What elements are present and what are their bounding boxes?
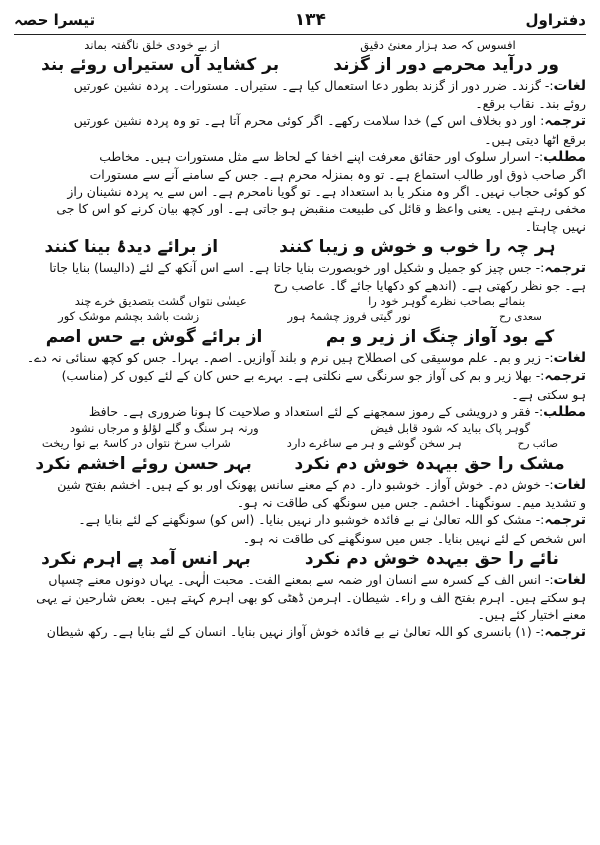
- verse-couplet: [14, 452, 586, 476]
- poet-name: صائب رح: [517, 438, 559, 451]
- line-text: روئے بند۔ نقاب برقع۔: [475, 96, 586, 112]
- text-line: [14, 476, 586, 494]
- verse-hemistich: ہر سخن گوشے و ہر مے ساغرے دارد: [286, 436, 462, 451]
- verse-small: [14, 38, 586, 53]
- header-book-title: دفتراول: [525, 11, 586, 29]
- line-text: :- فقر و درویشی کے رموز سمجھنے کے لئے استعداد و صلاحیت کا ہونا ضروری ہے۔ حافظ: [88, 403, 544, 419]
- line-text: :- انس الف کے کسرہ سے انسان اور ضمہ سے بمعنے الفت۔ محبت الٰہی۔ یہاں دونوں معنے چسپاں: [48, 571, 554, 587]
- text-line: [14, 589, 586, 606]
- text-line: [14, 166, 586, 183]
- line-text: ہو سکتے ہیں۔ اہرم بفتح الف و راء۔ شیطان۔ اہرمن ڈھٹی کو بھی اہرم کہتے ہیں۔ بعض شارحین نے یہی: [36, 590, 586, 606]
- section-label: لغات: [553, 350, 586, 367]
- line-text: :- اسرار سلوک اور حقائق معرفت اپنے اخفا کے لحاظ سے مثل مستورات ہیں۔ مخاطب: [99, 148, 544, 164]
- text-line: [14, 148, 586, 166]
- verse-hemistich: از بے خودی خلق ناگفتہ بماند: [84, 38, 220, 52]
- line-text: :- بھلا زیر و بم کی آواز جو سرنگی سے نکلتی ہے۔ بہرے بے حس کان کے لئے کیوں کر (مناسب): [61, 368, 545, 384]
- section-label: ترجمہ: [544, 512, 586, 529]
- verse-hemistich: بہر انس آمد پے اہرم نکرد: [41, 548, 251, 569]
- text-line: [14, 367, 586, 385]
- line-text: :- زیر و بم۔ علم موسیقی کی اصطلاح ہیں نرم و بلند آوازیں۔ اصم۔ بہرا۔ جس کو کچھ سنائی نہ دے۔: [26, 350, 554, 366]
- text-line: [14, 606, 586, 623]
- section-label: ترجمہ: [544, 113, 586, 130]
- line-text: و تشدید میم۔ سونگھنا۔ اخشم۔ جس میں سونگھ کی طاقت نہ ہو۔: [236, 495, 586, 511]
- line-text: :- مشک کو اللہ تعالیٰ نے بے فائدہ خوشبو دار نہیں بنایا۔ (اس کو) سونگھنے کے لئے بنایا ہے۔: [78, 512, 545, 528]
- verse-hemistich: کے بود آواز چنگ از زیر و بم: [325, 327, 555, 348]
- verse-hemistich: از برائے دیدۂ بینا کنند: [44, 236, 219, 257]
- poet-name: سعدی رح: [499, 311, 542, 324]
- text-line: [14, 349, 586, 367]
- verse-hemistich: عیسٰی نتواں گشت بتصدیق خرے چند: [74, 294, 247, 309]
- verse-couplet: [14, 325, 586, 349]
- verse-hemistich: ہر چہ را خوب و خوش و زیبا کنند: [279, 236, 556, 257]
- text-line: [14, 277, 586, 294]
- line-text: :- جس چیز کو جمیل و شکیل اور خوبصورت بنایا جاتا ہے۔ اسے اس آنکھ کے لئے (دالیسا) بنایا جاتا: [49, 259, 545, 275]
- verse-couplet: [14, 235, 586, 259]
- line-text: ہے۔ جو نظر رکھتی ہے۔ (اندھے کو دکھایا جائے گا۔ عاصب رح: [273, 278, 586, 294]
- line-text: اس شخص کے لئے نہیں بنایا۔ جس میں سونگھنے کی طاقت نہ ہو۔: [242, 530, 586, 546]
- line-text: ہو سکتی ہے۔: [511, 386, 586, 402]
- section-label: مطلب: [543, 148, 586, 165]
- quoted-verse: [14, 294, 586, 309]
- line-text: اگر صاحب ذوق اور طالب استماع ہے۔ تو وہ بمنزلہ محرم ہے۔ جس کے سامنے آنے سے مستورات: [89, 167, 586, 183]
- text-line: [14, 112, 586, 130]
- verse-hemistich: بنمائے بصاحب نظرے گوہر خود را: [368, 294, 526, 309]
- text-line: [14, 623, 586, 641]
- page-header: [14, 6, 586, 35]
- page-number: ۱۳۴: [294, 10, 326, 30]
- verse-hemistich: بر کشاید آں ستیراں روئے بند: [41, 55, 280, 75]
- text-line: [14, 95, 586, 112]
- line-text: معنے اختیار کئے ہیں۔: [477, 607, 586, 623]
- text-line: [14, 218, 586, 235]
- verse-hemistich: شراب سرخ نتواں در کاسۂ بے نوا ریخت: [41, 436, 231, 451]
- verse-hemistich: بہر حسن روئے اخشم نکرد: [35, 454, 252, 475]
- line-text: :- (۱) بانسری کو اللہ تعالیٰ نے بے فائدہ خوش آواز نہیں بنایا۔ انسان کے لئے بنایا ہے۔ رکھ شیطان: [46, 624, 545, 640]
- verse-hemistich: ورنہ ہر سنگ و گلے لؤلؤ و مرجاں نشود: [69, 421, 259, 436]
- line-text: مخفی رہتے ہیں۔ یعنی واعظ و قائل کی طبیعت منقبض ہو جاتی ہے۔ اور کچھ بیان کرنے کو اس کا جی: [56, 201, 586, 217]
- text-line: [14, 259, 586, 277]
- section-label: ترجمہ: [544, 368, 586, 385]
- verse-hemistich: زشت باشد بچشم موشک کور: [58, 309, 200, 324]
- verse-hemistich: از برائے گوش بے حس اصم: [45, 327, 263, 348]
- verse-hemistich: نائے را حق بیہدہ خوش دم نکرد: [304, 548, 559, 569]
- line-text: :- گزند۔ ضرر دور از گزند بطور دعا استعمال کیا ہے۔ ستیراں۔ مستورات۔ پردہ نشین عورتیں: [73, 78, 554, 93]
- verse-hemistich: نور گیتی فروز چشمۂ ہور: [287, 309, 411, 324]
- text-line: [14, 530, 586, 547]
- section-label: مطلب: [543, 403, 586, 420]
- section-label: لغات: [553, 477, 586, 494]
- verse-hemistich: افسوس کہ صد ہزار معنئ دقیق: [360, 38, 516, 52]
- section-label: ترجمہ: [544, 624, 586, 641]
- verse-hemistich: مشک را حق بیہدہ خوش دم نکرد: [294, 454, 565, 475]
- line-text: نہیں چاہتا۔: [524, 218, 586, 234]
- verse-couplet: [14, 547, 586, 571]
- quoted-verse: [14, 421, 586, 436]
- line-text: کو کوئی حجاب نہیں۔ اگر وہ منکر یا بد استعداد ہے۔ تو گویا نامحرم ہے۔ اس سے یہ پردہ نشینان راز: [67, 184, 586, 200]
- verse-hemistich: گوہر پاک بباید کہ شود قابل فیض: [370, 421, 531, 436]
- line-text: : اور دو بخلاف اس کے) خدا سلامت رکھے۔ اگر کوئی محرم آتا ہے۔ تو وہ پردہ نشین عورتیں: [73, 113, 545, 129]
- verse-couplet: [14, 53, 586, 77]
- section-label: لغات: [553, 78, 586, 94]
- text-line: [14, 131, 586, 148]
- section-label: ترجمہ: [544, 259, 586, 276]
- text-line: [14, 571, 586, 589]
- text-line: [14, 403, 586, 421]
- text-line: [14, 494, 586, 511]
- verse-hemistich: ور درآید محرمے دور از گزند: [333, 55, 559, 75]
- header-section-title: تیسرا حصہ: [14, 11, 96, 29]
- text-line: [14, 200, 586, 217]
- text-line: [14, 77, 586, 95]
- quoted-verse: [14, 436, 586, 452]
- line-text: :- خوش دم۔ خوش آواز۔ خوشبو دار۔ دم کے معنے سانس پھونک اور بو کے ہیں۔ اخشم بفتح شین: [57, 477, 554, 493]
- section-label: لغات: [553, 571, 586, 588]
- text-line: [14, 386, 586, 403]
- page-body: [14, 38, 586, 642]
- text-line: [14, 183, 586, 200]
- quoted-verse: [14, 309, 586, 325]
- text-line: [14, 511, 586, 529]
- line-text: برقع اٹھا دیتی ہیں۔: [484, 131, 586, 147]
